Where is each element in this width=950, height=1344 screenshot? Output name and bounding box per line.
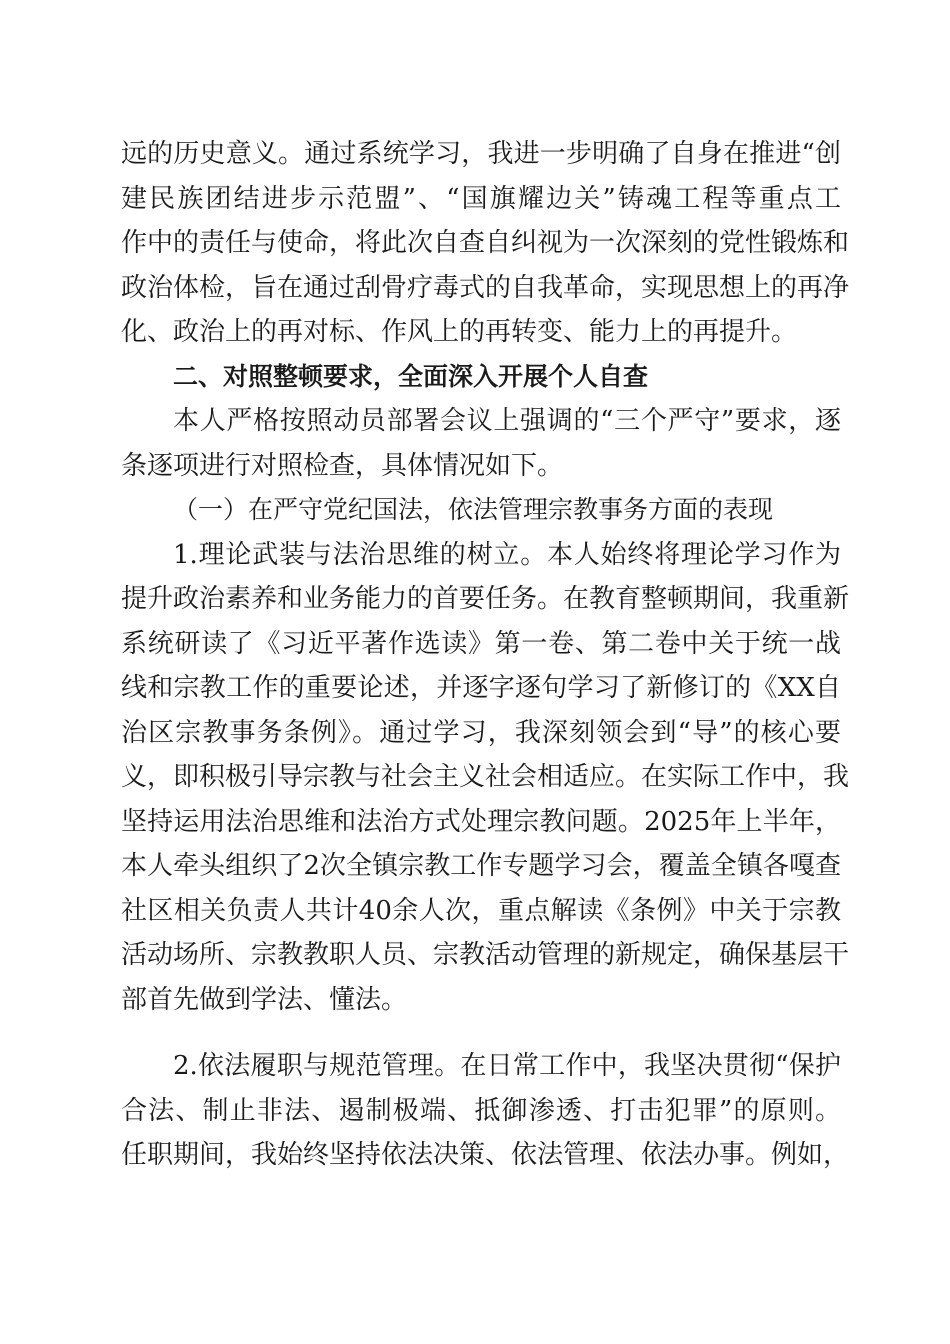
text-line: 坚持运用法治思维和法治方式处理宗教问题。2025年上半年， xyxy=(121,806,841,837)
text-line: 化、政治上的再对标、作风上的再转变、能力上的再提升。 xyxy=(121,317,798,347)
text-line: 二、对照整顿要求，全面深入开展个人自查 xyxy=(173,361,649,391)
text-line: 提升政治素养和业务能力的首要任务。在教育整顿期间，我重新 xyxy=(121,584,850,614)
text-line: 社区相关负责人共计40余人次，重点解读《条例》中关于宗教 xyxy=(121,895,841,926)
body-paragraph xyxy=(121,132,850,355)
text-line: 建民族团结进步示范盟”、“国旗耀边关”铸魂工程等重点工 xyxy=(121,183,841,214)
text-line: 2.依法履职与规范管理。在日常工作中，我坚决贯彻“保护 xyxy=(173,1051,841,1081)
text-line: （一）在严守党纪国法，依法管理宗教事务方面的表现 xyxy=(173,495,774,524)
text-line: 作中的责任与使命，将此次自查自纠视为一次深刻的党性锻炼和 xyxy=(121,228,850,258)
text-line: 线和宗教工作的重要论述，并逐字逐句学习了新修订的《XX自 xyxy=(121,673,841,703)
text-line: 义，即积极引导宗教与社会主义社会相适应。在实际工作中，我 xyxy=(121,762,850,792)
text-line: 本人牵头组织了2次全镇宗教工作专题学习会，覆盖全镇各嘎查 xyxy=(121,851,841,881)
body-paragraph xyxy=(121,1044,850,1178)
text-line: 1.理论武装与法治思维的树立。本人始终将理论学习作为 xyxy=(173,539,841,570)
text-line: 部首先做到学法、懂法。 xyxy=(121,984,408,1015)
section-heading xyxy=(121,355,841,400)
text-line: 条逐项进行对照检查，具体情况如下。 xyxy=(121,450,564,481)
text-line: 合法、制止非法、遏制极端、抵御渗透、打击犯罪”的原则。 xyxy=(121,1095,841,1126)
text-line: 本人严格按照动员部署会议上强调的“三个严守”要求，逐 xyxy=(173,406,841,436)
text-line: 远的历史意义。通过系统学习，我进一步明确了自身在推进“创 xyxy=(121,139,841,169)
text-line: 活动场所、宗教教职人员、宗教活动管理的新规定，确保基层干 xyxy=(121,940,850,970)
text-line: 任职期间，我始终坚持依法决策、依法管理、依法办事。例如， xyxy=(121,1140,850,1170)
subsection-heading xyxy=(121,488,841,533)
text-line: 政治体检，旨在通过刮骨疗毒式的自我革命，实现思想上的再净 xyxy=(121,272,850,303)
body-paragraph xyxy=(121,399,841,488)
document-body xyxy=(121,132,850,1178)
text-line: 治区宗教事务条例》。通过学习，我深刻领会到“导”的核心要 xyxy=(121,717,841,748)
body-paragraph xyxy=(121,533,850,1023)
text-line: 系统研读了《习近平著作选读》第一卷、第二卷中关于统一战 xyxy=(121,628,841,659)
